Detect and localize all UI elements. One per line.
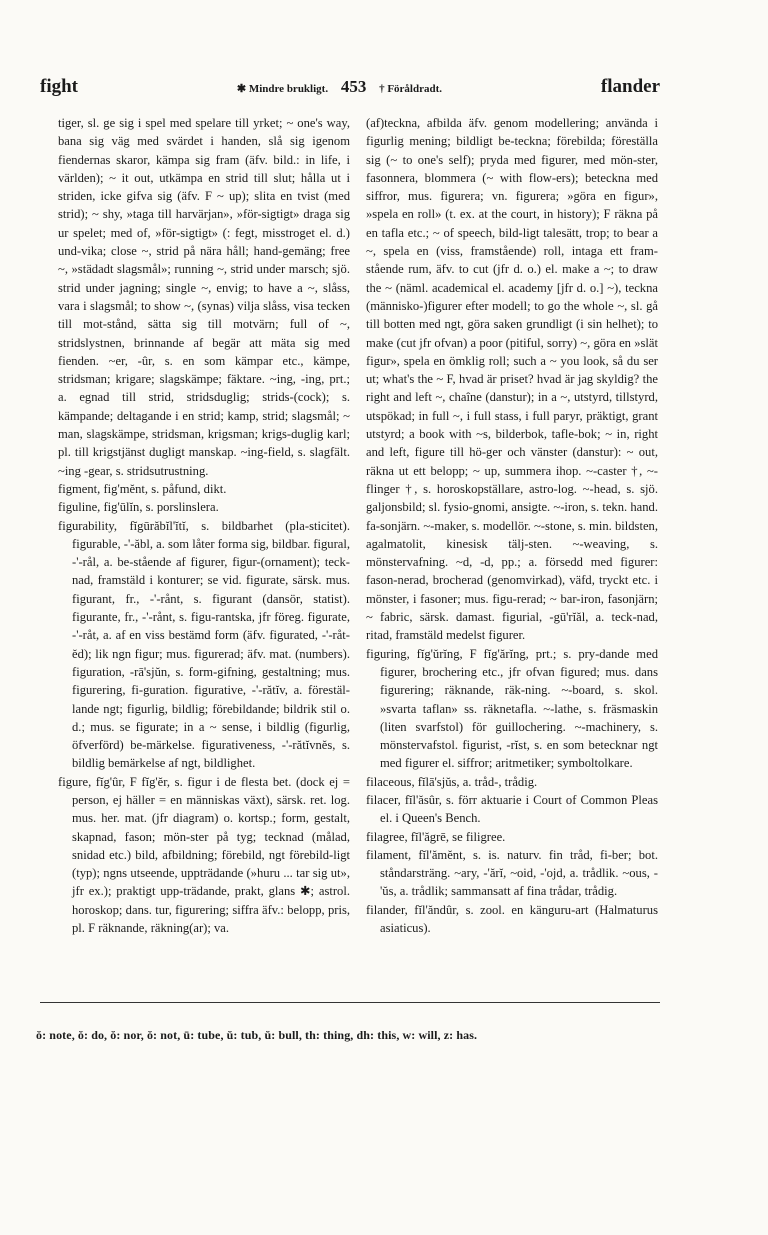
right-column bbox=[366, 114, 658, 989]
entry-filaceous: filaceous, fĭlā'sjŭs, a. tråd-, trådig. bbox=[366, 774, 538, 789]
entry-figment: figment, fig'mĕnt, s. påfund, dikt. bbox=[58, 481, 227, 496]
entry-figurability: figurability, fĭgūrăbĭl'ĭtĭ, s. bildbarhet (pla-sticitet). figurable, -'-ăbl, a. som låter forma sig, bildbar. figural, -'-rål, a. be-stående af figurer, figur-(ornament); teck-nad, framstäld i konturer; se vid. figurate, särsk. mus. figurant, fr., -'-rånt, s. figurant (dansör, statist). figurante, fr., -'-rånt, s. figu-rantska, jfr föreg. figurate, -'-råt, a. af en viss bestämd form (äfv. figurated, -'-råt-ĕd); lik ngn figur; mus. figurerad; äfv. mat. (numbers). figuration, -rā'sjŭn, s. form-gifning, gestaltning; mus. figurering, fi-guration. figurative, -'-rătĭv, a. förestäl-lande ngt; figurlig, bildlig; förebildande; bildrik stil o. d.; mus. se figurate; in a ~ sense, i bildlig (figurlig, öfverförd) be-märkelse. figurativeness, -'-rătĭvnĕs, s. bildlig bemärkelse af ngt, bildlighet. bbox=[58, 518, 350, 771]
entry-filament: filament, fĭl'ămĕnt, s. is. naturv. fin tråd, fi-ber; bot. ståndarsträng. ~ary, -'ărĭ, ~oid, -'ojd, a. trådlik. ~ous, -'ŭs, a. trådlik; sammansatt af fina trådar, trådig. bbox=[366, 847, 658, 899]
running-header bbox=[40, 76, 660, 102]
left-column bbox=[58, 114, 350, 989]
legend-rare: ✱ Mindre brukligt. bbox=[236, 83, 329, 95]
text-columns bbox=[58, 114, 658, 989]
entry-fight-continued: tiger, sl. ge sig i spel med spelare till yrket; ~ one's way, bana sig väg med svärdet i handen, slå sig igenom fiendernas skaror, kämpa sig fram (äfv. bild.: in life, i världen); ~ it out, utkämpa en strid till slut; hålla ut i striden, icke gifva sig (äfv. F ~ up); slita en tvist (med strid); ~ shy, »taga till harvärjan», »för-sigtigt» draga sig ur spelet; med of, »för-sigtigt» (: fegt, misstroget el. d.) und-vika; close ~, strid på nära håll; hand-gemäng; free ~, »städadt slagsmål»; running ~, strid under marsch; sjö. strid under jagning; single ~, envig; to have a ~, slåss, vara i slagsmål; to show ~, (synas) vilja slåss, visa tecken till mot-stånd, sätta sig till motvärn; full of ~, stridslystnen, brinnande af begär att mäta sig med fienden. ~er, -ûr, s. en som kämpar etc., kämpe, stridsman; krigare; slagskämpe; fäktare. ~ing, -ing, prt.; a. egnad till strid, stridsduglig; strids-(cock); s. kämpande; deltagande i en strid; kamp, strid; slagsmål; ~ man, slagskämpe, stridsman, krigsman; krigs-duglig karl; pl. till krigstjänst dugligt manskap. ~ing-field, s. slagfält. ~ing -gear, s. stridsutrustning. bbox=[58, 116, 350, 478]
entry-filagree: filagree, fĭl'ăgrē, se filigree. bbox=[366, 829, 506, 844]
entry-figure-continued: (af)teckna, afbilda äfv. genom modellering; använda i figurlig mening; bildligt be-teckna; förebilda; föreställa sig (~ to one's self); pryda med figurer, med mön-ster, fasonnera, blommera (~ with flow-ers); beteckna med siffror, mus. figurera; vn. figurera; »göra en figur», »spela en roll» (t. ex. at the court, in history); F räkna på en tafla etc.; ~ of speech, bild-ligt talesätt, trop; to bear a ~, spela en (viss, framstående) roll, intaga ett fram-stående rum, äfv. to cut (jfr d. o.) el. make a ~; to draw the ~ (näml. academical el. academy [jfr d. o.] ~), teckna (människo-)figurer efter modell; to go the whole ~, sl. gå till botten med ngt, göra saken grundligt (i sin helhet); to make (cut jfr ofvan) a poor (pitiful, sorry) ~, göra en »slät figur», spela en ömklig roll; such a ~ you look, så du ser ut; what's the ~ F, hvad är priset? hvad är jag skyldig? the right and left ~, chaîne (danstur); in a ~, utstyrd, tillstyrd, utspökad; in full ~, i full stass, i full paryr, präktigt, grant utstyrd; a book with ~s, bilderbok, tafle-bok; ~ in, right and left, figure till hö-ger och vänster (danstur): ~ out, räkna ut ett belopp; ~ up, summera ihop. ~-caster †, ~-flinger †, s. horoskopställare, astro-log. ~-head, s. sjö. galjonsbild; sl. fysio-gnomi, ansigte. ~-iron, s. tekn. hand. fa-sonjärn. ~-maker, s. modellör. ~-stone, s. min. bildsten, agalmatolit, kinesisk tälj-sten. ~-weaving, s. mönstervafning. ~d, -d, pp.; a. försedd med figurer: fason-nerad, brocherad (genomvirkad), väfd, tryckt etc. i mönster, i fasoner; mus. figu-rerad; ~ bar-iron, fasonjärn; ~ fabric, särsk. damast. figurial, -gū'rĭăl, a. teck-nad, ritad, framstäld medelst figurer. bbox=[366, 116, 658, 643]
entry-figuline: figuline, fig'ūlĭn, s. porslinslera. bbox=[58, 500, 219, 515]
page-number: 453 bbox=[340, 77, 367, 96]
footer-divider bbox=[40, 1002, 660, 1003]
header-center bbox=[237, 77, 442, 97]
pronunciation-key: ŏ: note, ŏ: do, ŏ: nor, ŏ: not, ū: tube, ŭ: tub, ŭ: bull, th: thing, dh: this, w: will, z: has. bbox=[36, 1028, 478, 1042]
entry-filander: filander, fĭl'ăndûr, s. zool. en känguru-art (Halmaturus asiaticus). bbox=[366, 902, 658, 936]
entry-filacer: filacer, fĭl'ăsûr, s. förr aktuarie i Court of Common Pleas el. i Queen's Bench. bbox=[366, 792, 658, 826]
legend-archaic: † Föråldradt. bbox=[379, 83, 443, 95]
entry-figure: figure, fĭg'ûr, F fĭg'ĕr, s. figur i de flesta bet. (dock ej = person, ej häller = en människas växt), särsk. ret. log. mus. her. mat. (jfr diagram) o. kortsp.; form, gestalt, skapnad, fason; mön-ster på tyg; tecknad (målad, snidad etc.) bild, afbildning; förebild, ngt förebild-ligt (typ); ngns utseende, uppträdande (»huru ... tar sig ut», jfr ex.); praktigt upp-trädande, prakt, glans ✱; astrol. horoskop; dans. tur, figurering; siffra äfv.: belopp, pris, pl. F räknande, räkning(ar); va. bbox=[58, 774, 350, 936]
left-guide-word: fight bbox=[40, 76, 78, 97]
right-guide-word: flander bbox=[600, 76, 660, 97]
entry-figuring: figuring, fĭg'ŭrĭng, F fĭg'ărĭng, prt.; s. pry-dande med figurer, brochering etc., jfr ofvan figured; mus. dans figurering; räknande, räk-ning. ~-board, s. skol. »svarta taflan» ss. räknetafla. ~-lathe, s. fräsmaskin (liten svarfstol) för guillochering. ~-machinery, s. mönstervafstol. figurist, -rĭst, s. en som betecknar ngt med figurer el. siffror; aritmetiker; symboltolkare. bbox=[366, 646, 658, 771]
